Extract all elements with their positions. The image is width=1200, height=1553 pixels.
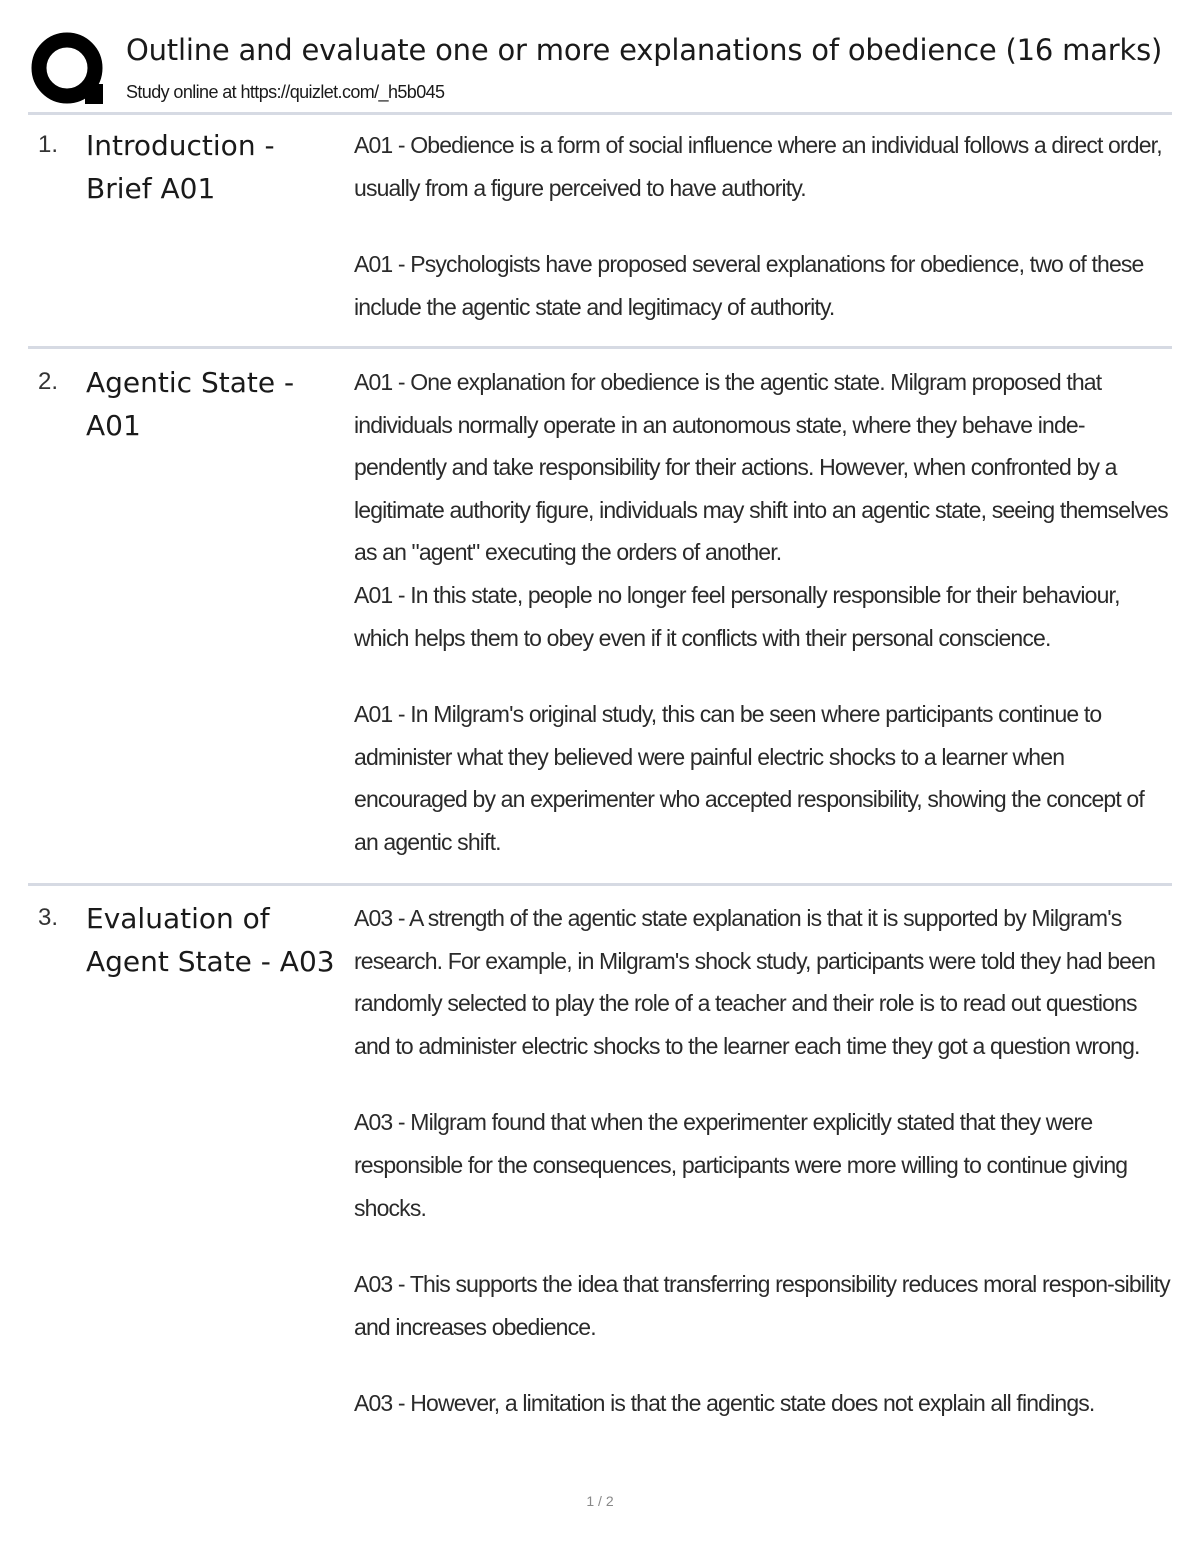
card-definition (354, 361, 1170, 864)
card-number: 2. (38, 368, 59, 395)
definition-paragraph: A01 - Psychologists have proposed several explanations for obedience, two of these include the agentic state and legitimacy of authority. (354, 251, 1144, 320)
definition-paragraph: A03 - A strength of the agentic state explanation is that it is supported by Milgram's research. For example, in Milgram's shock study, participants were told they had been randomly selected to play the role of a teacher and their role is to read out questions and to administer electric shocks to the learner each time they got a question wrong. (354, 905, 1156, 1059)
card-number: 1. (38, 131, 59, 158)
page-indicator: 1 / 2 (586, 1493, 614, 1509)
definition-paragraph: A01 - One explanation for obedience is the agentic state. Milgram proposed that individuals normally operate in an autonomous state, where they behave inde-pendently and take responsibility for their actions. However, when confronted by a legitimate authority figure, individuals may shift into an agentic state, seeing themselves as an "agent" executing the orders of another. (354, 369, 1168, 566)
definition-paragraph: A01 - In this state, people no longer feel personally responsible for their behaviour, which helps them to obey even if it conflicts with their personal conscience. (354, 581, 1120, 651)
card-definition (354, 897, 1170, 1425)
page-header (0, 0, 1200, 112)
card-term: Agentic State -A01 (86, 366, 295, 442)
definition-paragraph: A01 - In Milgram's original study, this can be seen where participants continue to administer what they believed were painful electric shocks to a learner when encouraged by an experimenter who accepted responsibility, showing the concept of an agentic shift. (354, 701, 1144, 855)
card-divider (28, 346, 1172, 349)
card-term: Introduction - Brief A01 (86, 129, 275, 205)
definition-paragraph: A03 - This supports the idea that transferring responsibility reduces moral respon-sibility and increases obedience. (354, 1271, 1170, 1340)
study-online-link[interactable]: Study online at https://quizlet.com/_h5b045 (126, 82, 445, 102)
definition-paragraph: A03 - However, a limitation is that the agentic state does not explain all findings. (354, 1390, 1095, 1417)
quizlet-logo-icon (30, 30, 108, 108)
definition-paragraph: A01 - Obedience is a form of social influence where an individual follows a direct order, usually from a figure perceived to have authority. (354, 132, 1162, 201)
card-number: 3. (38, 904, 59, 931)
card-divider (28, 883, 1172, 886)
definition-paragraph: A03 - Milgram found that when the experimenter explicitly stated that they were responsible for the consequences, participants were more willing to continue giving shocks. (354, 1109, 1128, 1221)
header-divider (28, 112, 1172, 115)
document-title: Outline and evaluate one or more explanations of obedience (16 marks) (126, 33, 1163, 67)
card-term: Evaluation of Agent State - A03 (86, 902, 335, 978)
card-definition (354, 124, 1170, 328)
